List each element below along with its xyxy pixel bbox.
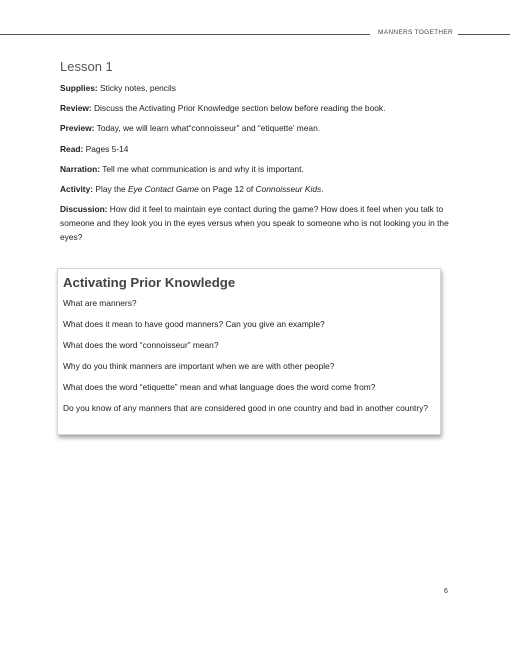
header-rule-right (458, 34, 510, 35)
preview-label: Preview: (60, 123, 95, 133)
activity-text-before: Play the (93, 184, 128, 194)
question-item: Why do you think manners are important when we are with other people? (63, 361, 335, 371)
preview-line (60, 121, 450, 135)
read-line (60, 142, 450, 156)
narration-text: Tell me what communication is and why it is important. (100, 164, 304, 174)
narration-label: Narration: (60, 164, 101, 174)
activity-line (60, 182, 450, 196)
running-header: MANNERS TOGETHER (378, 29, 453, 36)
question-item: Do you know of any manners that are considered good in one country and bad in another country? (63, 403, 429, 413)
preview-text: Today, we will learn what“connoisseur” and “etiquette’ mean. (94, 123, 321, 133)
supplies-line (60, 81, 450, 95)
game-name: Eye Contact Game (127, 184, 199, 194)
supplies-text: Sticky notes, pencils (97, 83, 176, 93)
page-number: 6 (444, 588, 448, 595)
book-title: Connoisseur Kids (255, 184, 322, 194)
lesson-title: Lesson 1 (60, 59, 113, 74)
discussion-line (60, 202, 450, 244)
question-item: What are manners? (63, 298, 137, 308)
supplies-label: Supplies: (60, 83, 98, 93)
box-title: Activating Prior Knowledge (63, 275, 236, 290)
read-label: Read: (60, 144, 84, 154)
review-line (60, 101, 450, 115)
activity-text-after: . (321, 184, 324, 194)
discussion-label: Discussion: (60, 204, 108, 214)
header-rule-left (0, 34, 370, 35)
review-text: Discuss the Activating Prior Knowledge section below before reading the book. (91, 103, 386, 113)
narration-line (60, 162, 450, 176)
activity-text-middle: on Page 12 of (198, 184, 256, 194)
discussion-text: How did it feel to maintain eye contact during the game? How does it feel when you talk to someone and they look you in the eyes versus when you speak to someone who is not looking you in the eyes? (60, 204, 449, 242)
question-item: What does it mean to have good manners? Can you give an example? (63, 319, 325, 329)
review-label: Review: (60, 103, 92, 113)
prior-knowledge-box (57, 268, 441, 435)
activity-label: Activity: (60, 184, 94, 194)
question-item: What does the word “connoisseur” mean? (63, 340, 219, 350)
question-item: What does the word “etiquette” mean and what language does the word come from? (63, 382, 376, 392)
read-text: Pages 5-14 (83, 144, 129, 154)
